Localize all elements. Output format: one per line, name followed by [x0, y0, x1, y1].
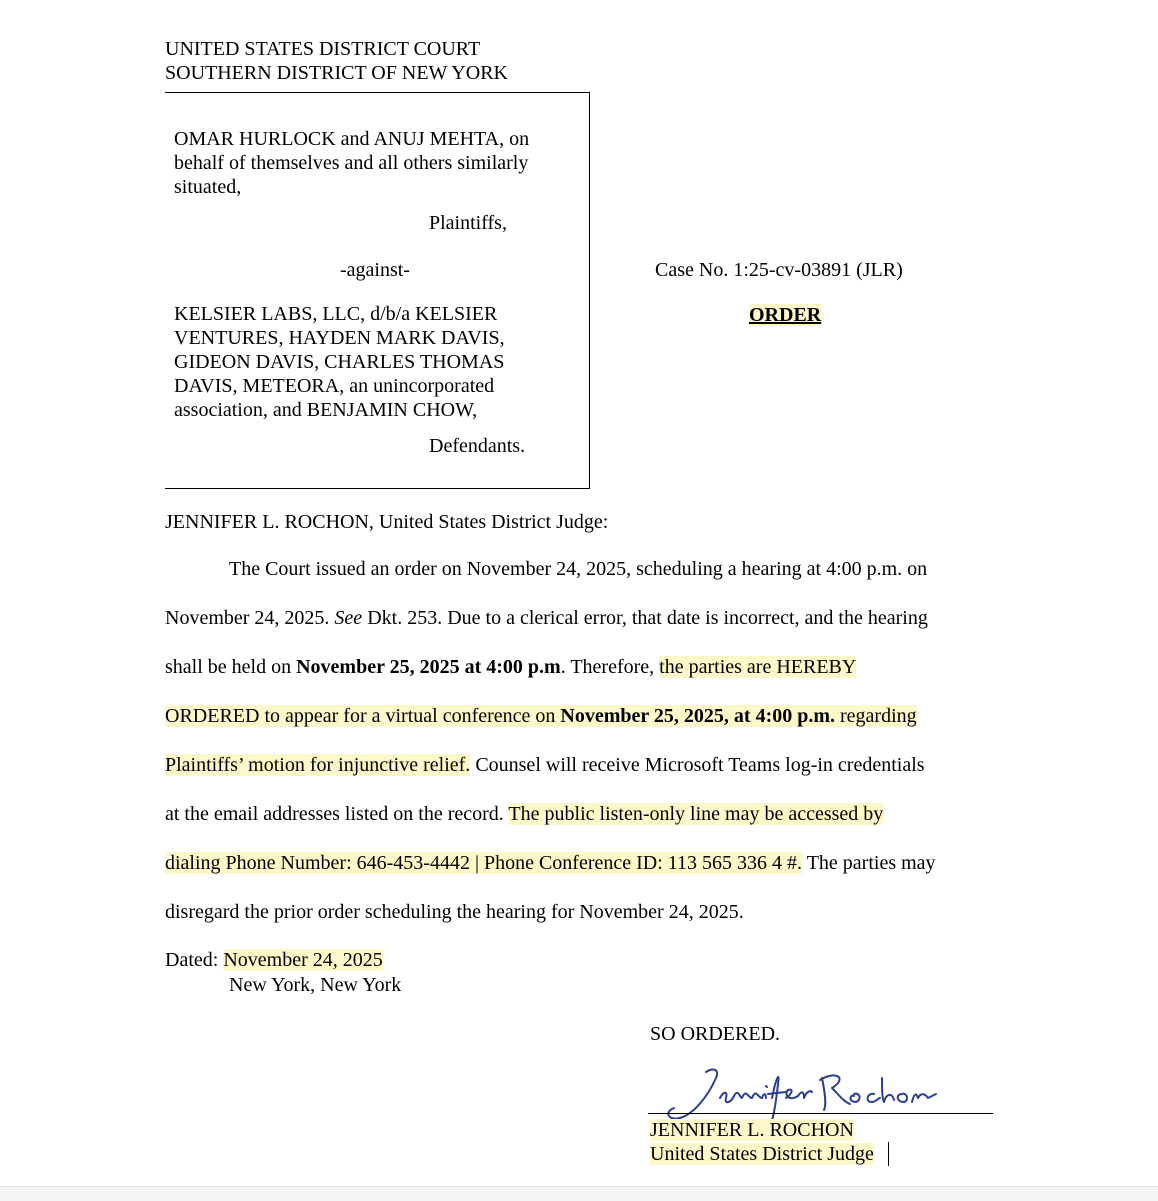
- court-name: UNITED STATES DISTRICT COURT: [165, 38, 481, 60]
- defendants-line: GIDEON DAVIS, CHARLES THOMAS: [174, 351, 505, 373]
- court-district: SOUTHERN DISTRICT OF NEW YORK: [165, 62, 508, 84]
- plaintiffs-line: situated,: [174, 176, 242, 198]
- body-line: The Court issued an order on November 24, 2025, scheduling a hearing at 4:00 p.m. on: [229, 558, 928, 580]
- dated-place: New York, New York: [229, 974, 402, 996]
- text-cursor: [888, 1142, 889, 1166]
- body-line: ORDERED to appear for a virtual conference on November 25, 2025, at 4:00 p.m. regarding: [165, 705, 917, 727]
- plaintiffs-block: [174, 127, 574, 199]
- so-ordered: SO ORDERED.: [650, 1023, 781, 1045]
- defendants-label: Defendants.: [429, 435, 526, 457]
- plaintiffs-label: Plaintiffs,: [429, 212, 507, 234]
- plaintiffs-line: behalf of themselves and all others similarly: [174, 152, 529, 174]
- plaintiffs-line: OMAR HURLOCK and ANUJ MEHTA, on: [174, 128, 530, 150]
- body-line: at the email addresses listed on the record. The public listen-only line may be accessed by: [165, 803, 884, 825]
- defendants-block: [174, 302, 505, 422]
- judge-name: JENNIFER L. ROCHON: [650, 1119, 854, 1141]
- defendants-line: association, and BENJAMIN CHOW,: [174, 399, 478, 421]
- dated-line: Dated: November 24, 2025: [165, 949, 383, 971]
- defendants-line: VENTURES, HAYDEN MARK DAVIS,: [174, 327, 505, 349]
- page-bottom-edge: [0, 1186, 1158, 1201]
- against-label: -against-: [340, 259, 410, 281]
- body-line: Plaintiffs’ motion for injunctive relief. Counsel will receive Microsoft Teams log-in credentials: [165, 754, 925, 776]
- defendants-line: DAVIS, METEORA, an unincorporated: [174, 375, 495, 397]
- body-line: November 24, 2025. See Dkt. 253. Due to a clerical error, that date is incorrect, and the hearing: [165, 607, 928, 629]
- body-line: disregard the prior order scheduling the hearing for November 24, 2025.: [165, 901, 744, 923]
- court-heading: [165, 37, 508, 85]
- judge-title: United States District Judge: [650, 1143, 874, 1165]
- body-line: dialing Phone Number: 646-453-4442 | Phone Conference ID: 113 565 336 4 #. The parties may: [165, 852, 936, 874]
- signature-line: [648, 1113, 993, 1114]
- order-title: ORDER: [749, 304, 822, 326]
- defendants-line: KELSIER LABS, LLC, d/b/a KELSIER: [174, 303, 498, 325]
- judge-header: JENNIFER L. ROCHON, United States District Judge:: [165, 511, 609, 533]
- case-number: Case No. 1:25-cv-03891 (JLR): [655, 259, 903, 281]
- body-line: shall be held on November 25, 2025 at 4:00 p.m. Therefore, the parties are HEREBY: [165, 656, 857, 678]
- dated-date: November 24, 2025: [223, 949, 383, 971]
